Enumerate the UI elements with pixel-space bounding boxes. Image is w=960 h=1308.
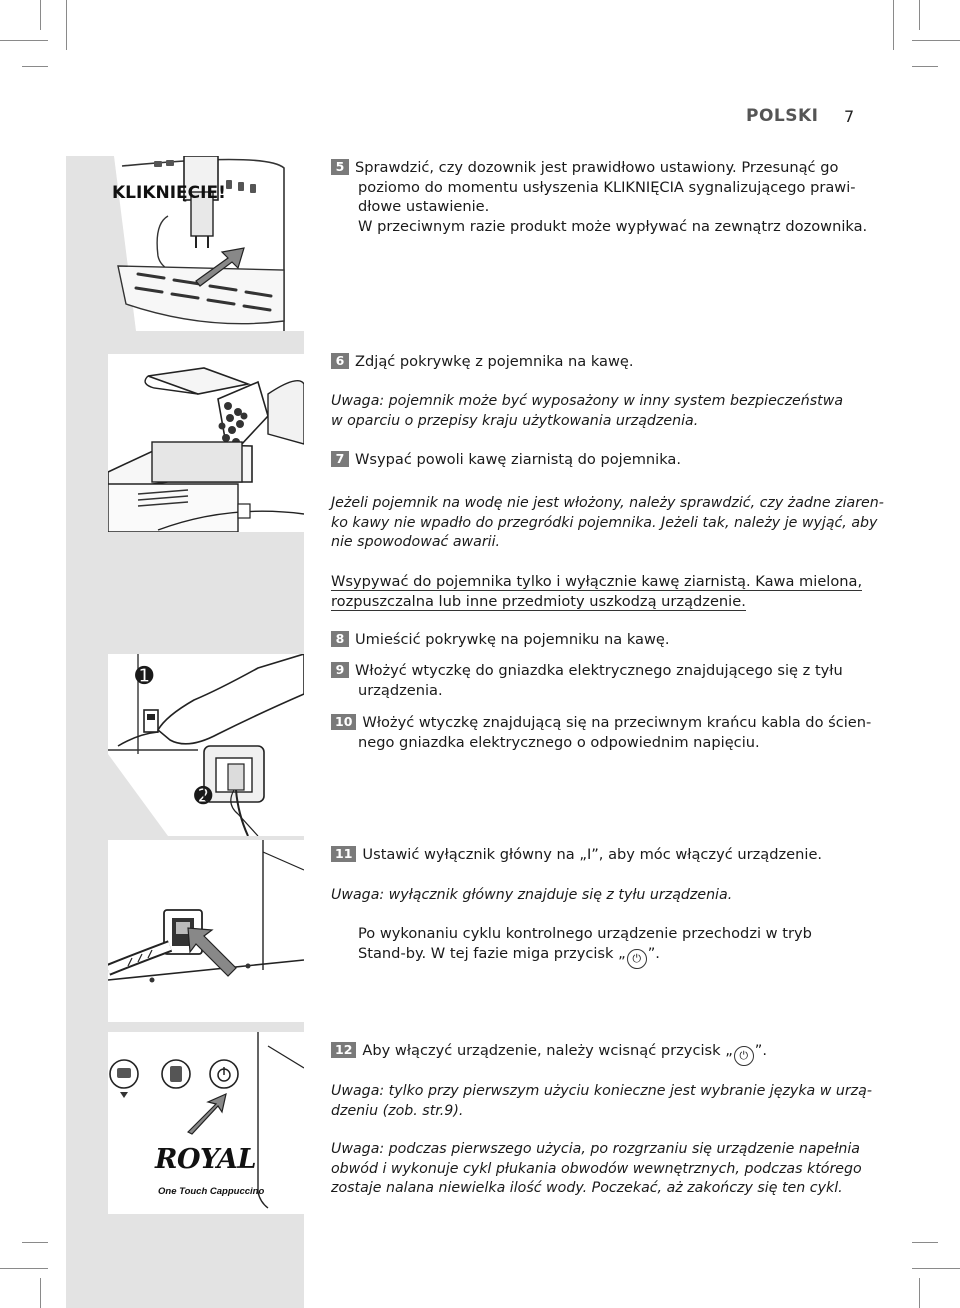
step-text: Wsypać powoli kawę ziarnistą do pojemnika. bbox=[355, 451, 682, 468]
crop-mark bbox=[0, 40, 48, 41]
note-line: dzeniu (zob. str.9). bbox=[331, 1102, 464, 1119]
step-11 bbox=[331, 845, 822, 865]
step-7 bbox=[331, 450, 681, 470]
warning-line: Wsypywać do pojemnika tylko i wyłącznie kawę ziarnistą. Kawa mielona, bbox=[331, 573, 863, 590]
crop-mark bbox=[40, 1278, 41, 1308]
step-number: 6 bbox=[331, 353, 349, 369]
warning-line: rozpuszczalna lub inne przedmioty uszkodzą urządzenie. bbox=[331, 592, 746, 610]
step-8 bbox=[331, 630, 670, 650]
note-line: zostaje nalana niewielka ilość wody. Poczekać, aż zakończy się ten cykl. bbox=[331, 1180, 843, 1196]
note-first-use-rinse bbox=[331, 1140, 862, 1199]
figure-main-switch bbox=[108, 840, 304, 1022]
crop-mark bbox=[919, 1278, 920, 1308]
step-text-fragment: ”. bbox=[754, 1042, 767, 1059]
step-text-line: poziomo do momentu usłyszenia KLIKNIĘCIA sygnalizującego prawi- bbox=[358, 178, 856, 196]
power-icon: ⏻ bbox=[734, 1046, 754, 1066]
step-text-line: dłowe ustawienie. bbox=[358, 198, 490, 215]
step-text-line: Stand-by. W tej fazie miga przycisk „ bbox=[358, 944, 626, 962]
warning-beans-only bbox=[331, 572, 862, 611]
step-text-line: nego gniazdka elektrycznego o odpowiednim napięciu. bbox=[358, 733, 760, 751]
step-number: 8 bbox=[331, 631, 349, 647]
note-line: Jeżeli pojemnik na wodę nie jest włożony, należy sprawdzić, czy żadne ziaren- bbox=[331, 495, 884, 511]
note-line: Uwaga: podczas pierwszego użycia, po rozgrzaniu się urządzenie napełnia bbox=[331, 1141, 860, 1157]
step-text-line: Po wykonaniu cyklu kontrolnego urządzenie przechodzi w tryb bbox=[358, 925, 812, 942]
step-number: 12 bbox=[331, 1042, 356, 1058]
step-text-line: Włożyć wtyczkę do gniazdka elektrycznego znajdującego się z tyłu bbox=[355, 662, 843, 679]
step-6 bbox=[331, 352, 634, 372]
note-line: nie spowodować awarii. bbox=[331, 534, 501, 550]
step-text-line: Włożyć wtyczkę znajdującą się na przeciwnym krańcu kabla do ścien- bbox=[362, 714, 872, 731]
language-header: POLSKI bbox=[746, 106, 819, 126]
crop-mark bbox=[912, 66, 938, 67]
figure-bean-container bbox=[108, 354, 304, 532]
note-main-switch-location: Uwaga: wyłącznik główny znajduje się z tyłu urządzenia. bbox=[331, 887, 733, 903]
step-5 bbox=[331, 158, 867, 236]
crop-mark bbox=[912, 1242, 938, 1243]
step-number: 9 bbox=[331, 662, 349, 678]
crop-mark bbox=[893, 0, 894, 50]
note-line: obwód i wykonuje cykl płukania obwodów wewnętrznych, podczas którego bbox=[331, 1160, 862, 1177]
crop-mark bbox=[40, 0, 41, 30]
note-container-safety bbox=[331, 392, 843, 431]
marker-2: ➋ bbox=[194, 784, 213, 809]
page-number: 7 bbox=[844, 107, 855, 126]
power-icon: ⏻ bbox=[627, 949, 647, 969]
brand-tagline: One Touch Cappuccino bbox=[158, 1186, 265, 1197]
step-number: 10 bbox=[331, 714, 356, 730]
note-language-selection bbox=[331, 1082, 872, 1121]
crop-mark bbox=[919, 0, 920, 30]
step-text: Zdjąć pokrywkę z pojemnika na kawę. bbox=[355, 353, 634, 370]
step-text-fragment: ”. bbox=[647, 944, 660, 962]
note-line: Uwaga: pojemnik może być wyposażony w inny system bezpieczeństwa bbox=[331, 393, 844, 409]
step-text-line: urządzenia. bbox=[358, 681, 443, 699]
crop-mark bbox=[912, 1268, 960, 1269]
step-12 bbox=[331, 1041, 767, 1066]
crop-mark bbox=[912, 40, 960, 41]
note-line: w oparciu o przepisy kraju użytkowania urządzenia. bbox=[331, 412, 699, 429]
step-number: 7 bbox=[331, 451, 349, 467]
step-subtext: W przeciwnym razie produkt może wypływać na zewnątrz dozownika. bbox=[358, 217, 868, 235]
crop-mark bbox=[22, 66, 48, 67]
crop-mark bbox=[0, 1268, 48, 1269]
step-9 bbox=[331, 661, 843, 700]
note-line: Uwaga: tylko przy pierwszym użyciu konieczne jest wybranie języka w urzą- bbox=[331, 1083, 872, 1099]
step-11-subtext bbox=[331, 924, 812, 969]
note-water-container bbox=[331, 494, 884, 553]
step-10 bbox=[331, 713, 871, 752]
note-line: ko kawy nie wpadło do przegródki pojemnika. Jeżeli tak, należy je wyjąć, aby bbox=[331, 514, 878, 531]
brand-logo-royal: ROYAL bbox=[155, 1144, 256, 1175]
crop-mark bbox=[22, 1242, 48, 1243]
step-text: Umieścić pokrywkę na pojemniku na kawę. bbox=[355, 631, 670, 648]
step-text-fragment: Aby włączyć urządzenie, należy wcisnąć przycisk „ bbox=[362, 1042, 733, 1059]
step-text-line: Sprawdzić, czy dozownik jest prawidłowo ustawiony. Przesunąć go bbox=[355, 159, 839, 176]
click-callout: KLIKNIĘCIE! bbox=[112, 183, 226, 203]
step-number: 11 bbox=[331, 846, 356, 862]
marker-1: ➊ bbox=[135, 664, 154, 689]
step-text: Ustawić wyłącznik główny na „I”, aby móc włączyć urządzenie. bbox=[362, 846, 823, 863]
step-number: 5 bbox=[331, 159, 349, 175]
crop-mark bbox=[66, 0, 67, 50]
